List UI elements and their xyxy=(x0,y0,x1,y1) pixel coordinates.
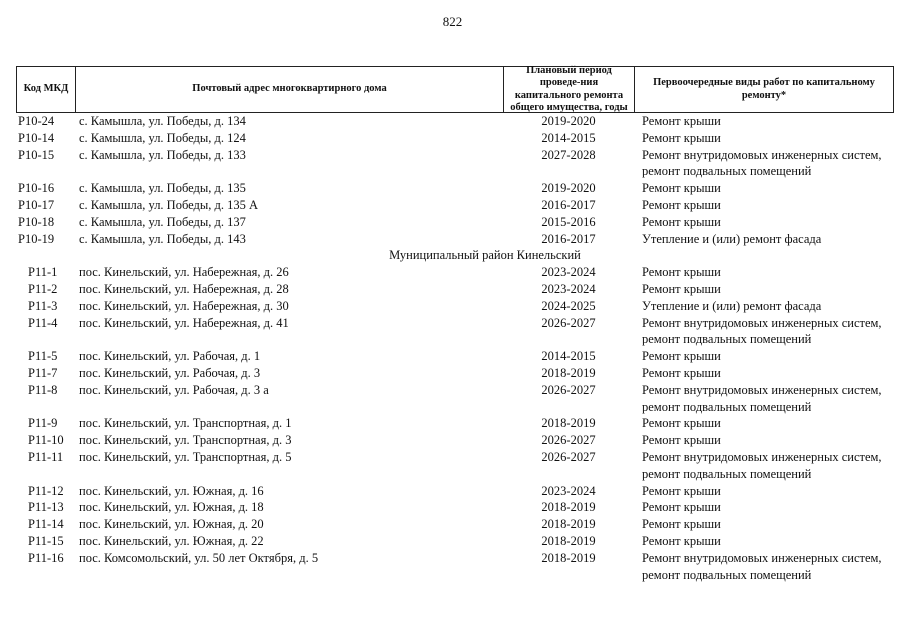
row-period: 2024-2025 xyxy=(541,298,596,313)
row-address: пос. Кинельский, ул. Рабочая, д. 3 xyxy=(79,365,261,380)
page-number: 822 xyxy=(442,14,463,29)
row-works xyxy=(634,365,894,382)
row-works-line: ремонт подвальных помещений xyxy=(642,164,812,179)
row-code: Р11-5 xyxy=(28,349,58,364)
row-works-line: Ремонт крыши xyxy=(642,214,721,229)
row-code: Р11-13 xyxy=(28,500,64,515)
row-period: 2026-2027 xyxy=(541,315,596,330)
row-period: 2018-2019 xyxy=(541,517,596,532)
row-address: с. Камышла, ул. Победы, д. 143 xyxy=(79,231,246,246)
row-works-line: Ремонт внутридомовых инженерных систем, xyxy=(642,449,882,464)
row-address: с. Камышла, ул. Победы, д. 133 xyxy=(79,147,246,162)
row-works xyxy=(634,264,894,281)
row-period: 2018-2019 xyxy=(541,416,596,431)
row-works-line: ремонт подвальных помещений xyxy=(642,466,812,481)
row-works xyxy=(634,550,894,584)
row-period: 2018-2019 xyxy=(541,500,596,515)
row-address: пос. Комсомольский, ул. 50 лет Октября, д. 5 xyxy=(79,550,319,565)
row-works-line: Ремонт крыши xyxy=(642,265,721,280)
row-code: Р10-18 xyxy=(18,214,55,229)
row-period: 2027-2028 xyxy=(541,147,596,162)
header-address: Почтовый адрес многоквартирного дома xyxy=(76,67,504,112)
row-address: пос. Кинельский, ул. Набережная, д. 41 xyxy=(79,315,289,330)
row-code: Р11-12 xyxy=(28,483,64,498)
row-address: пос. Кинельский, ул. Южная, д. 20 xyxy=(79,517,264,532)
row-period: 2026-2027 xyxy=(541,433,596,448)
row-works-line: ремонт подвальных помещений xyxy=(642,399,812,414)
row-address: пос. Кинельский, ул. Южная, д. 16 xyxy=(79,483,264,498)
row-works xyxy=(634,180,894,197)
row-code: Р11-14 xyxy=(28,517,64,532)
row-code: Р11-4 xyxy=(28,315,58,330)
table-header xyxy=(16,66,894,113)
row-period: 2018-2019 xyxy=(541,365,596,380)
row-address: пос. Кинельский, ул. Южная, д. 18 xyxy=(79,500,264,515)
table-row xyxy=(16,180,894,197)
row-code: Р11-2 xyxy=(28,281,58,296)
row-works-line: Утепление и (или) ремонт фасада xyxy=(642,298,822,313)
table-row xyxy=(16,365,894,382)
header-works: Первоочередные виды работ по капитальному ремонту* xyxy=(653,77,875,101)
row-period: 2018-2019 xyxy=(541,550,596,565)
row-address: пос. Кинельский, ул. Южная, д. 22 xyxy=(79,533,264,548)
row-works xyxy=(634,214,894,231)
row-code: Р10-19 xyxy=(18,231,55,246)
row-works xyxy=(634,315,894,349)
row-code: Р11-3 xyxy=(28,298,58,313)
table-row xyxy=(16,147,894,181)
row-works-line: Ремонт внутридомовых инженерных систем, xyxy=(642,147,882,162)
row-period: 2026-2027 xyxy=(541,382,596,397)
row-works xyxy=(634,483,894,500)
row-works xyxy=(634,147,894,181)
row-works xyxy=(634,449,894,483)
row-code: Р11-7 xyxy=(28,365,58,380)
table-row xyxy=(16,113,894,130)
row-works xyxy=(634,516,894,533)
row-period: 2018-2019 xyxy=(541,533,596,548)
row-works xyxy=(634,533,894,550)
row-address: пос. Кинельский, ул. Рабочая, д. 1 xyxy=(79,349,261,364)
row-code: Р11-1 xyxy=(28,265,58,280)
row-works-line: ремонт подвальных помещений xyxy=(642,332,812,347)
row-code: Р10-24 xyxy=(18,114,55,128)
row-code: Р10-15 xyxy=(18,147,55,162)
row-works-line: Ремонт крыши xyxy=(642,349,721,364)
row-code: Р11-16 xyxy=(28,550,64,565)
row-period: 2014-2015 xyxy=(541,349,596,364)
row-code: Р11-15 xyxy=(28,533,64,548)
row-code: Р10-16 xyxy=(18,181,55,196)
table-row xyxy=(16,382,894,416)
row-period: 2015-2016 xyxy=(541,214,596,229)
table-row xyxy=(16,281,894,298)
row-works xyxy=(634,130,894,147)
row-works-line: Ремонт крыши xyxy=(642,181,721,196)
row-address: с. Камышла, ул. Победы, д. 135 А xyxy=(79,197,259,212)
row-period: 2023-2024 xyxy=(541,265,596,280)
table-row xyxy=(16,298,894,315)
header-code: Код МКД xyxy=(17,67,76,112)
row-works-line: Ремонт крыши xyxy=(642,483,721,498)
row-works xyxy=(634,382,894,416)
row-works-line: Ремонт крыши xyxy=(642,197,721,212)
row-works xyxy=(634,415,894,432)
row-works xyxy=(634,113,894,130)
row-address: пос. Кинельский, ул. Набережная, д. 26 xyxy=(79,265,289,280)
row-period: 2014-2015 xyxy=(541,130,596,145)
row-code: Р10-14 xyxy=(18,130,55,145)
row-period: 2023-2024 xyxy=(541,483,596,498)
row-works-line: Ремонт внутридомовых инженерных систем, xyxy=(642,550,882,565)
row-address: пос. Кинельский, ул. Рабочая, д. 3 а xyxy=(79,382,269,397)
row-code: Р10-17 xyxy=(18,197,55,212)
row-works-line: Ремонт внутридомовых инженерных систем, xyxy=(642,382,882,397)
row-works-line: Ремонт крыши xyxy=(642,500,721,515)
row-address: с. Камышла, ул. Победы, д. 137 xyxy=(79,214,246,229)
row-works-line: Ремонт внутридомовых инженерных систем, xyxy=(642,315,882,330)
row-works-line: ремонт подвальных помещений xyxy=(642,567,812,582)
row-works-line: Ремонт крыши xyxy=(642,433,721,448)
table-row xyxy=(16,231,894,248)
row-works-line: Утепление и (или) ремонт фасада xyxy=(642,231,822,246)
table-row xyxy=(16,130,894,147)
row-works xyxy=(634,197,894,214)
table-row xyxy=(16,432,894,449)
row-code: Р11-10 xyxy=(28,433,64,448)
row-address: пос. Кинельский, ул. Транспортная, д. 1 xyxy=(79,416,292,431)
row-period: 2019-2020 xyxy=(541,114,596,128)
row-works xyxy=(634,499,894,516)
row-works-line: Ремонт крыши xyxy=(642,517,721,532)
row-works xyxy=(634,348,894,365)
row-period: 2016-2017 xyxy=(541,197,596,212)
row-code: Р11-8 xyxy=(28,382,58,397)
row-works-line: Ремонт крыши xyxy=(642,416,721,431)
row-works xyxy=(634,231,894,248)
row-address: пос. Кинельский, ул. Набережная, д. 28 xyxy=(79,281,289,296)
table-row xyxy=(16,264,894,281)
row-address: пос. Кинельский, ул. Транспортная, д. 5 xyxy=(79,449,292,464)
row-works-line: Ремонт крыши xyxy=(642,533,721,548)
row-address: пос. Кинельский, ул. Транспортная, д. 3 xyxy=(79,433,292,448)
capital-repair-table xyxy=(16,66,894,583)
row-period: 2019-2020 xyxy=(541,181,596,196)
table-row xyxy=(16,415,894,432)
table-row xyxy=(16,499,894,516)
table-row xyxy=(16,483,894,500)
header-period: Плановый период проведе-ния капитального ремонта общего имущества, годы xyxy=(504,67,635,112)
row-period: 2023-2024 xyxy=(541,281,596,296)
table-row xyxy=(16,214,894,231)
table-row xyxy=(16,550,894,584)
row-code: Р11-11 xyxy=(28,449,64,464)
row-period: 2016-2017 xyxy=(541,231,596,246)
table-body xyxy=(16,113,894,583)
row-works xyxy=(634,432,894,449)
table-row xyxy=(16,315,894,349)
row-works-line: Ремонт крыши xyxy=(642,281,721,296)
table-row xyxy=(16,348,894,365)
row-works xyxy=(634,281,894,298)
row-works-line: Ремонт крыши xyxy=(642,130,721,145)
row-address: с. Камышла, ул. Победы, д. 134 xyxy=(79,114,246,128)
table-row xyxy=(16,449,894,483)
section-title: Муниципальный район Кинельский xyxy=(389,248,581,263)
row-address: с. Камышла, ул. Победы, д. 135 xyxy=(79,181,246,196)
row-address: с. Камышла, ул. Победы, д. 124 xyxy=(79,130,246,145)
row-works-line: Ремонт крыши xyxy=(642,114,721,128)
table-row xyxy=(16,533,894,550)
table-row xyxy=(16,197,894,214)
row-works xyxy=(634,298,894,315)
row-works-line: Ремонт крыши xyxy=(642,365,721,380)
table-row xyxy=(16,516,894,533)
row-code: Р11-9 xyxy=(28,416,58,431)
row-address: пос. Кинельский, ул. Набережная, д. 30 xyxy=(79,298,289,313)
row-period: 2026-2027 xyxy=(541,449,596,464)
